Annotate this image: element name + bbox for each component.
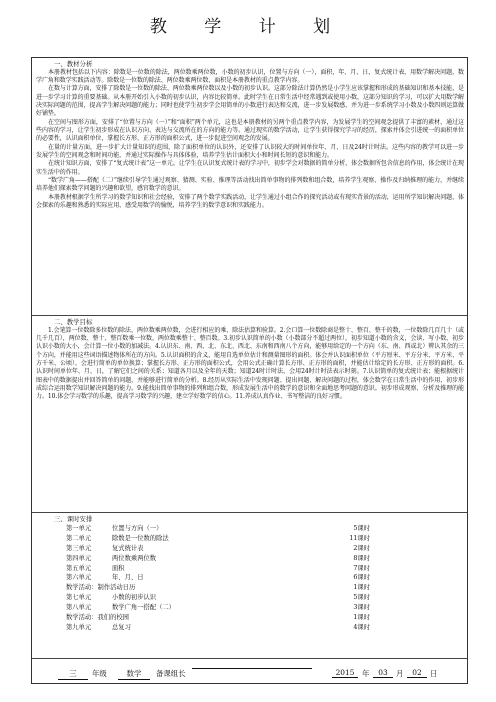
unit-hours: 6课时: [353, 574, 370, 582]
unit-hours: 5课时: [353, 594, 370, 602]
paragraph: 本册教材根据学生所学习的数学知识和社会经验，安排了两个数学实践活动，让学生通过小组合作的探究活动或有现实背景的活动，运用所学知识解决问题，体会探索的乐趣和熟悉的实际应用，感受用数学的愉悦，培养学生的数学意识和实践能力。: [36, 193, 464, 209]
unit-hours: 8课时: [353, 554, 370, 562]
unit-hours: 7课时: [353, 564, 370, 572]
unit-name: 数学广角一搭配（二）: [112, 604, 175, 612]
paragraph: 在统计知识方面，安排了“复式统计表”这一单元。让学生在认识复式统计表的学习中，初步学会对数据的简单分析，体会数据所包含信息的作用，体会统计在现实生活中的作用。: [36, 160, 464, 176]
unit-hours: 2课时: [353, 544, 370, 552]
schedule-section: [32, 513, 467, 658]
schedule-row: [66, 534, 446, 544]
grade-value: 三: [58, 668, 88, 680]
schedule-row: [66, 583, 446, 593]
month-value: 03: [373, 668, 393, 678]
unit-label: 第三单元: [66, 544, 92, 552]
schedule-row: [66, 613, 446, 623]
paragraph: 在数与计算方面，安排了除数是一位数的除法、两位数乘两位数以及小数的初步认识。这部分除法计算仍然是小学生应该掌握和形成的基础知识和基本技能，是进一步学习计算的重要基础。从本册开始引入小数的初步认识，内容比较简单。此时学生在日常生活中经常遇到或使用小数，这部分知识的学习，可以扩大用数学解决实际问题的范围，提高学生解决问题的能力；同时也使学生初步学会用简单的小数进行表达和交流，进一步发展数感，并为进一步系统学习小数及小数四则运算做好铺垫。: [36, 85, 464, 118]
grade-label: 年级: [92, 669, 107, 678]
section-heading: 三、课时安排: [54, 515, 93, 523]
subject-value: 数学: [118, 668, 150, 680]
teaching-goals-section: [32, 316, 467, 513]
schedule-row: [66, 554, 446, 564]
unit-name: 年、月、日: [112, 574, 144, 582]
day-value: 02: [407, 668, 427, 678]
unit-name: 两位数乘两位数: [112, 554, 157, 562]
unit-label: 第一单元: [66, 525, 92, 532]
year-label: 年: [362, 669, 370, 678]
unit-hours: 11课时: [349, 534, 370, 542]
schedule-row: [66, 573, 446, 583]
schedule-row: [66, 564, 446, 574]
schedule-row: [66, 524, 446, 534]
paragraph: “数学广角——搭配（二）”继续引导学生通过观察、猜测、实验、推理等活动找出简单事物的排列数和组合数，培养学生观察、操作及归纳推理的能力，并继续培养他们探索数学问题的兴趣和欲望，感官数学的意识。: [36, 176, 464, 193]
unit-hours: 5课时: [353, 525, 370, 532]
unit-label: 第九单元: [66, 623, 92, 631]
unit-name: 除数是一位数的除法: [112, 534, 169, 542]
schedule-row: [66, 603, 446, 613]
day-label: 日: [430, 669, 438, 678]
unit-hours: 1课时: [353, 614, 370, 622]
unit-name: 总复习: [112, 623, 131, 631]
unit-hours: 3课时: [353, 604, 370, 612]
unit-label: 第七单元: [66, 594, 92, 602]
unit-label: 第六单元: [66, 574, 92, 582]
activity-name: 数学活动：我们的校园: [66, 614, 129, 622]
schedule-list: [66, 524, 446, 633]
goals-text: 1.会笔算一位数除多位数的除法，两位数乘两位数，会进行相应的乘、除法估算和验算。2.会口算一位数除商是整十、整百、整千的数，一位数除几百几十（或几千几百），两位数、整十、整百数乘一位数，两位数乘整十、整百数。3.初步认识简单的小数（小数部分不超过两位），初步知道小数的含义，会读、写小数，初步认识小数的大小，会计算一位小数的加减法。4.认识东、南、西、北、东北、西北、东南和西南八个方向，能够用给定的一个方向（东、南、西或北）辨认其余的三个方向，并能用这些词语描述物体所在的方向。5.认识面积的含义，能用自选单位估计和测量图形的面积。体会并认识面积单位（平方厘米、平方分米、平方米、平方千米、公顷），会进行简单的单位换算；掌握长方形、正方形的面积公式，会用公式正确计算长方形、正方形的面积，并能估计给定的长方形、正方形的面积。6.认识时间单位年、月、日，了解它们之间的关系；知道各月以及全年的天数；知道24时计时法，会用24时计时法表示时刻。7.认识简单的复式统计表；能根据统计图表中的数据提出并回答简单的问题，并能够进行简单的分析。8.经历从实际生活中发现问题、提出问题、解决问题的过程，体会数学在日常生活中的作用，初步形成综合运用数学知识解决问题的能力。9.能找出简单事物的排列和组合数，形成发展生活中的数学的意识和全面地思考问题的意识。初步形成观察、分析及推理的能力。10.体会学习数学的乐趣，提高学习数学的兴趣，建立学好数学的信心。11.养成认真作业、书写整洁的良好习惯。: [36, 326, 464, 401]
section-heading: 一、教材分析: [54, 60, 93, 68]
leader-signature-line: [192, 668, 312, 669]
unit-label: 第二单元: [66, 534, 92, 542]
schedule-row: [66, 623, 446, 633]
unit-hours: 4课时: [353, 623, 370, 631]
paragraph: 在空间与图形方面，安排了“位置与方向（一）”和“面积”两个单元，这也是本册教材的另两个重点教学内容，为发展学生的空间观念提供了丰富的素材，通过这些内容的学习，让学生初步形成在认识方向、表达与交流所在的方向的能力等。通过现实的数学活动，让学生获得探究学习的经历，探索并体会引进统一的面积单位的必要性，认识面积单位，掌握长方形、正方形的面积公式，进一步促进空间观念的发展。: [36, 118, 464, 143]
page-title: 教 学 计 划: [149, 17, 347, 37]
paragraph: 在量的计量方面，进一步扩大计量知识的范围，除了面积单位的认识外，还安排了认识较大的时间单位年、月、日及24时计时法。这些内容的教学可以进一步发展学生的空间观念和时间功能，并通过实际操作与具体体验，培养学生估计面积大小和时间长短的意识和能力。: [36, 143, 464, 159]
unit-label: 第五单元: [66, 564, 92, 572]
year-value: 2015: [332, 668, 358, 678]
schedule-row: [66, 593, 446, 603]
unit-name: 复式统计表: [112, 544, 144, 552]
schedule-row: [66, 544, 446, 554]
unit-label: 第八单元: [66, 604, 92, 612]
unit-label: 第四单元: [66, 554, 92, 562]
unit-name: 面积: [112, 564, 125, 572]
section-heading: 二、教学目标: [54, 318, 93, 326]
unit-name: 小数的初步认识: [112, 594, 157, 602]
activity-name: 数学活动：制作活动日历: [66, 584, 136, 592]
leader-label: 备课组长: [156, 669, 186, 678]
textbook-analysis-section: [32, 58, 467, 316]
unit-name: 位置与方向（一）: [112, 525, 163, 532]
plan-table: [31, 57, 468, 684]
month-label: 月: [396, 669, 404, 678]
paragraph: 本册教材包括以下内容：除数是一位数的除法，两位数乘两位数，小数的初步认识，位置与方向（一），面积，年、月、日，复式统计表，用数学解决问题，数学广角和数学实践活动等。除数是一位数的除法、两位数乘两位数、面积是本册教材的重点教学内容。: [36, 68, 464, 84]
signature-footer: [32, 658, 467, 685]
unit-hours: 1课时: [353, 584, 370, 592]
